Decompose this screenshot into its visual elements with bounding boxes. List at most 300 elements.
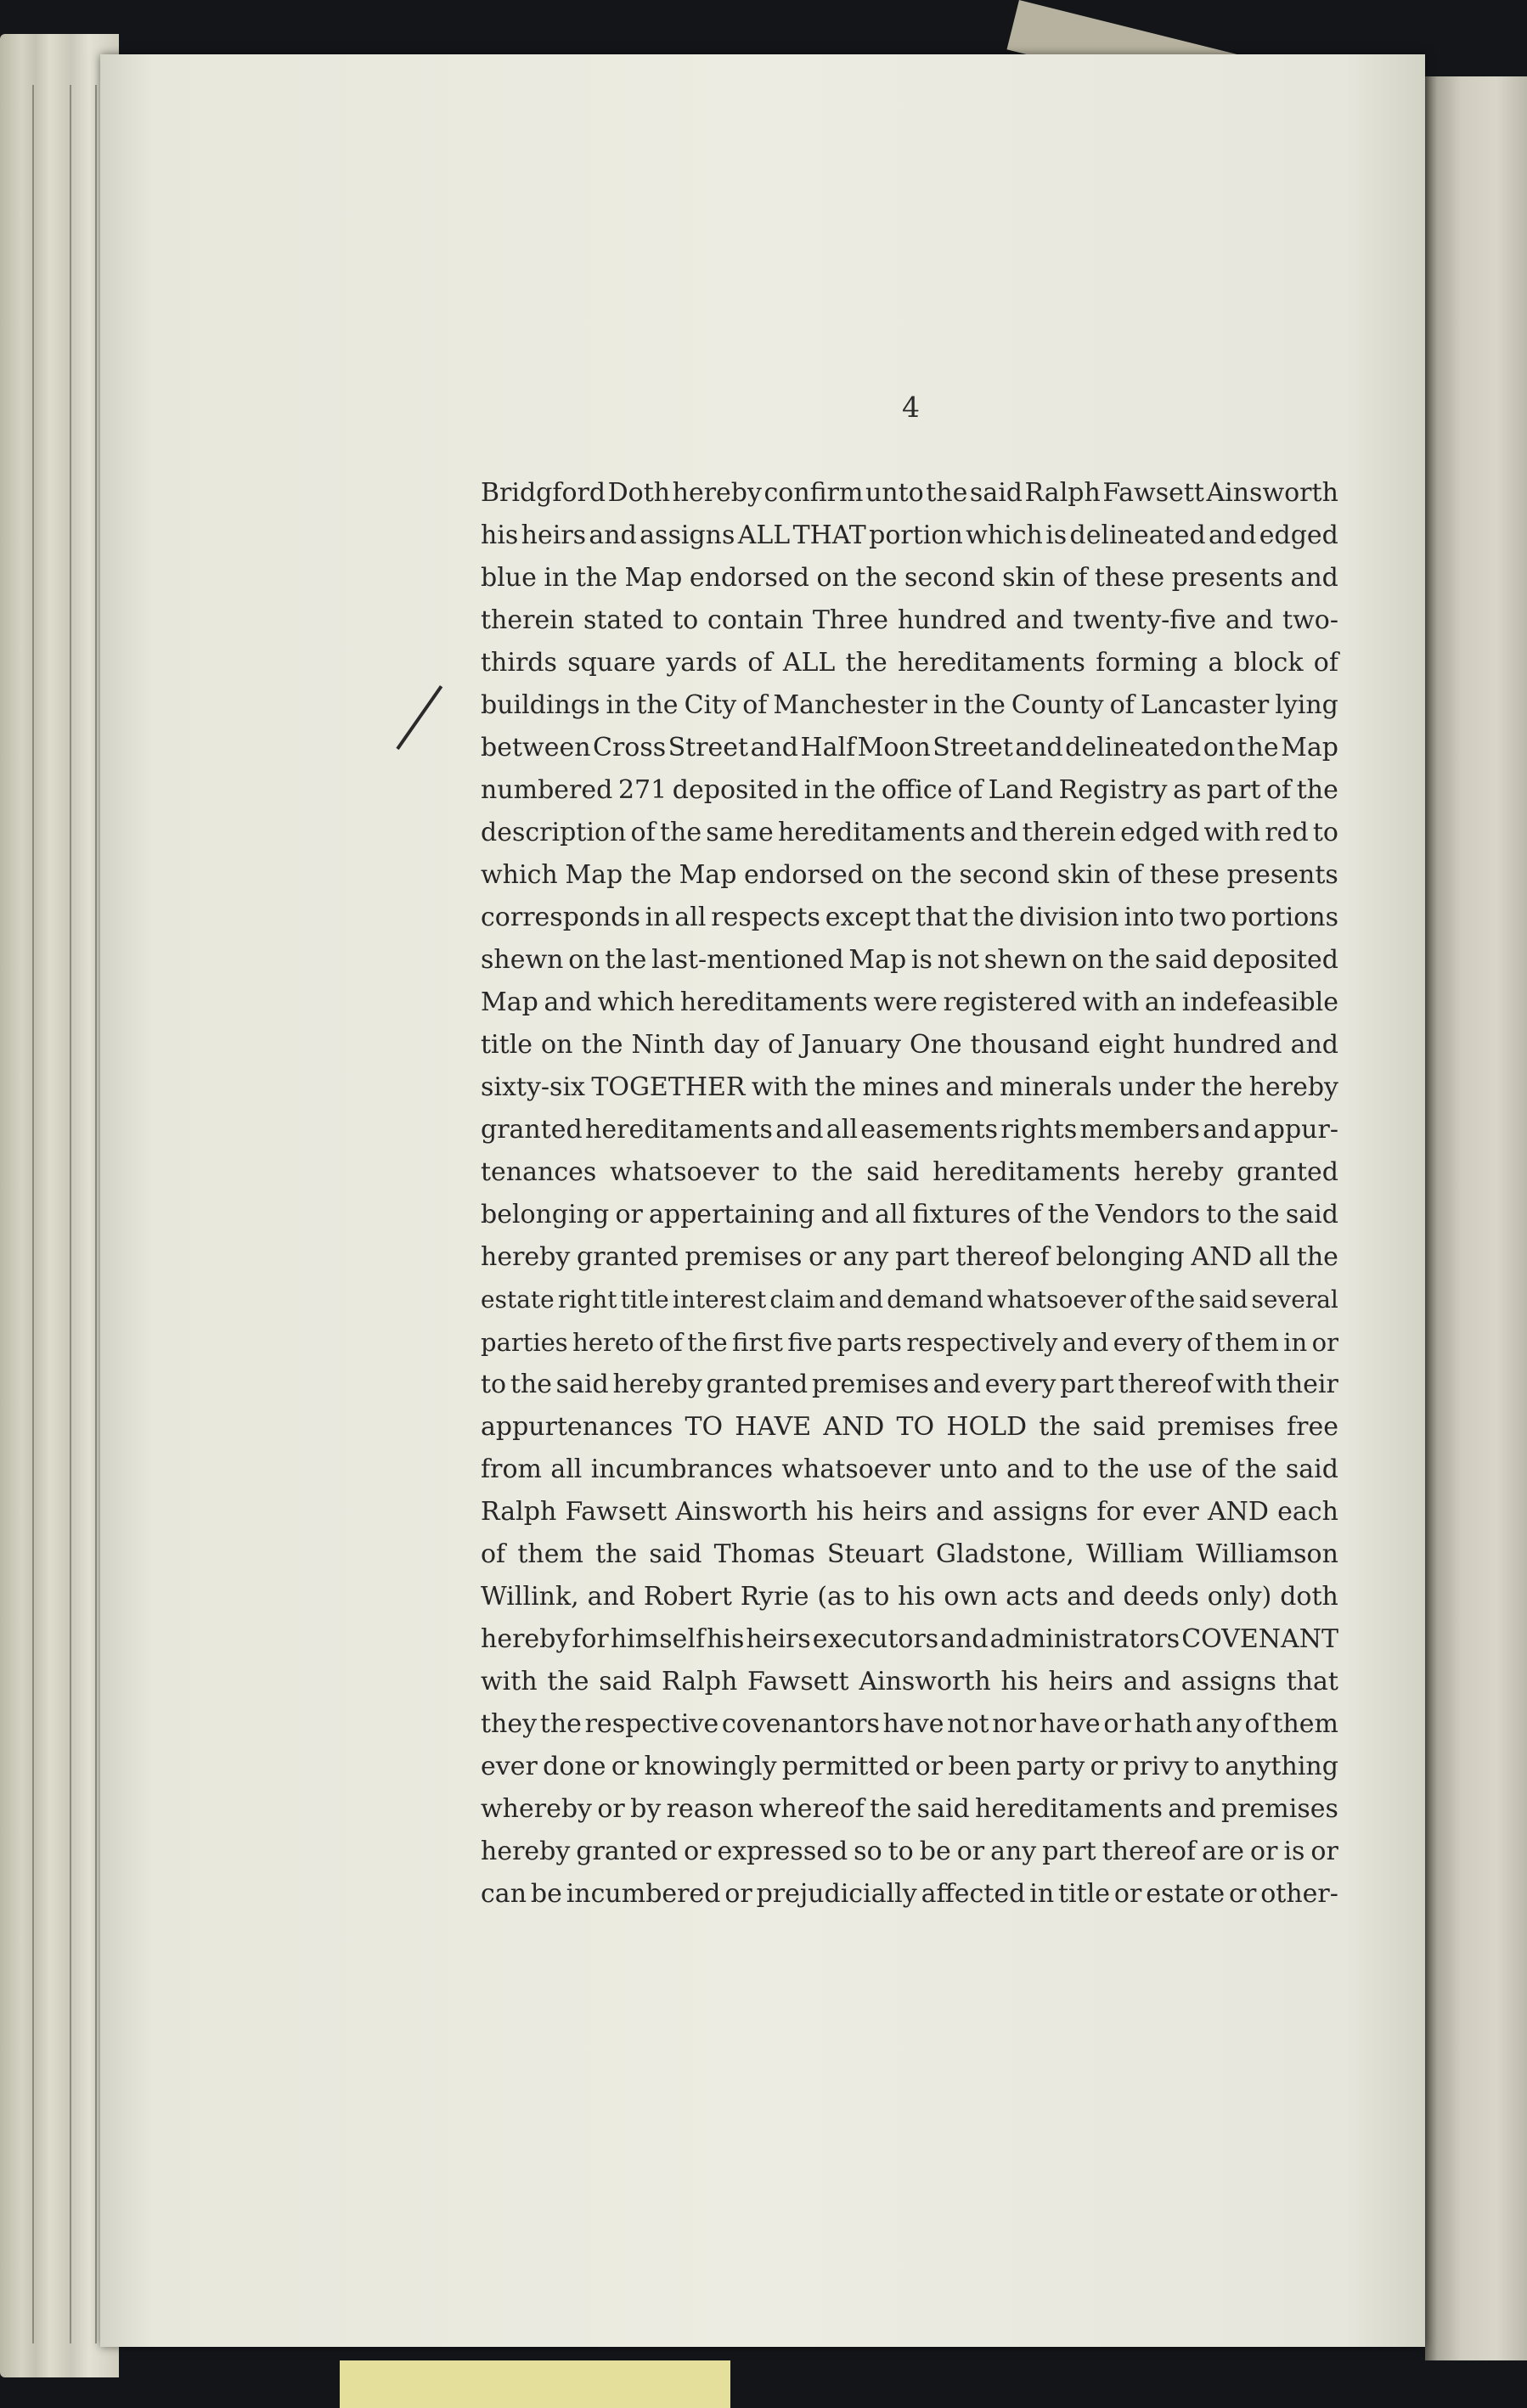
word: Registry	[1058, 775, 1168, 805]
word: Doth	[607, 478, 671, 508]
word: the	[834, 775, 876, 805]
bottom-paper-strip	[340, 2360, 730, 2408]
word: the	[581, 1030, 623, 1060]
word: administrators	[989, 1624, 1180, 1654]
word: or	[1310, 1837, 1338, 1866]
text-line	[481, 1321, 1338, 1364]
word: the	[1108, 945, 1151, 975]
text-line	[481, 1576, 1338, 1618]
word: shewn	[983, 945, 1068, 975]
word: they	[481, 1709, 538, 1739]
word: of	[1129, 1286, 1153, 1314]
word: numbered	[481, 775, 613, 805]
word: Ralph	[662, 1667, 738, 1696]
word: his	[898, 1582, 936, 1612]
text-line	[481, 854, 1338, 897]
word: or	[615, 1200, 643, 1229]
word: to	[1312, 818, 1338, 847]
word: thereof	[955, 1242, 1050, 1272]
word: Robert	[643, 1582, 732, 1612]
word: and	[1225, 605, 1274, 635]
word: Half	[800, 733, 856, 762]
word: and	[1015, 733, 1063, 762]
word: said	[969, 478, 1023, 508]
word: second	[959, 860, 1051, 890]
word: the	[1047, 1200, 1090, 1229]
word: five	[787, 1328, 833, 1357]
word: said	[916, 1794, 970, 1824]
word: confirm	[764, 478, 864, 508]
text-line	[481, 769, 1338, 812]
word: is	[1045, 520, 1068, 550]
word: by	[630, 1794, 662, 1824]
text-line	[481, 812, 1338, 854]
word: premises	[685, 1242, 803, 1272]
word: permitted	[781, 1752, 910, 1781]
word: and	[1203, 1115, 1251, 1145]
word: to	[673, 605, 699, 635]
text-line	[481, 599, 1338, 642]
word: eight	[1098, 1030, 1165, 1060]
word: said	[1092, 1412, 1146, 1442]
word: their	[1276, 1370, 1338, 1399]
word: the	[595, 1539, 638, 1569]
word: the	[636, 690, 679, 720]
word: Map	[624, 563, 683, 593]
word: HAVE	[735, 1412, 812, 1442]
text-line	[481, 897, 1338, 939]
word: hereditaments	[679, 987, 868, 1017]
word: hereby	[481, 1837, 571, 1866]
word: assigns	[1180, 1667, 1276, 1696]
word: to	[1062, 1454, 1089, 1484]
word: members	[1079, 1115, 1200, 1145]
word: use	[1147, 1454, 1193, 1484]
word: Fawsett	[565, 1497, 668, 1527]
word: Map	[481, 987, 538, 1017]
word: the	[870, 1794, 912, 1824]
word: of	[1313, 648, 1338, 678]
word: TOGETHER	[591, 1072, 746, 1102]
word: Ryrie	[740, 1582, 809, 1612]
word: or	[597, 1794, 625, 1824]
word: to	[1206, 1200, 1232, 1229]
word: easements	[860, 1115, 999, 1145]
word: hereby	[481, 1242, 571, 1272]
word: whatsoever	[781, 1454, 931, 1484]
text-line	[481, 1661, 1338, 1703]
word: Willink,	[481, 1582, 579, 1612]
text-line	[481, 1279, 1338, 1321]
word: unto	[865, 478, 924, 508]
word: ever	[481, 1752, 538, 1781]
page-edge-line	[70, 85, 71, 2343]
word: title	[1058, 1879, 1111, 1909]
word: granted	[577, 1242, 679, 1272]
page-edge-line	[32, 85, 34, 2343]
text-line	[481, 939, 1338, 982]
word: and	[1290, 1030, 1338, 1060]
text-line	[481, 684, 1338, 727]
word: the	[629, 860, 672, 890]
word: have	[1039, 1709, 1101, 1739]
word: the	[855, 563, 898, 593]
word: heirs	[862, 1497, 927, 1527]
word: part	[1060, 1370, 1114, 1399]
word: knowingly	[644, 1752, 777, 1781]
word: with	[481, 1667, 538, 1696]
word: and	[750, 733, 798, 762]
word: on	[816, 563, 848, 593]
text-line	[481, 1618, 1338, 1661]
text-line	[481, 1873, 1338, 1916]
text-line	[481, 472, 1338, 515]
word: thousand	[970, 1030, 1090, 1060]
word: or	[1250, 1837, 1278, 1866]
word: expressed	[717, 1837, 848, 1866]
word: twenty-five	[1073, 605, 1217, 635]
word: and	[1290, 563, 1338, 593]
word: of	[1186, 1328, 1211, 1357]
word: buildings	[481, 690, 600, 720]
text-line	[481, 515, 1338, 557]
word: and	[775, 1115, 824, 1145]
word: of	[1266, 775, 1292, 805]
text-line	[481, 1533, 1338, 1576]
word: the	[963, 690, 1006, 720]
word: 271	[617, 775, 668, 805]
text-line	[481, 1788, 1338, 1831]
word: premises	[1157, 1412, 1275, 1442]
word: said	[649, 1539, 702, 1569]
text-line	[481, 1449, 1338, 1491]
word: deposited	[672, 775, 799, 805]
word: the	[1156, 1286, 1196, 1314]
word: every	[984, 1370, 1057, 1399]
page-edge-line	[95, 85, 97, 2343]
word: Street	[668, 733, 749, 762]
word: second	[904, 563, 995, 593]
word: tenances	[481, 1157, 597, 1187]
word: same	[706, 818, 774, 847]
word: and	[945, 1072, 994, 1102]
word: Fawsett	[747, 1667, 849, 1696]
text-line	[481, 557, 1338, 599]
word: to	[772, 1157, 798, 1187]
word: deeds	[1123, 1582, 1199, 1612]
word: One	[909, 1030, 962, 1060]
word: hereby	[1134, 1157, 1224, 1187]
word: hereby	[612, 1370, 702, 1399]
word: not	[947, 1709, 989, 1739]
word: of	[630, 818, 656, 847]
word: said	[866, 1157, 920, 1187]
text-line	[481, 1491, 1338, 1533]
word: the	[1097, 1454, 1140, 1484]
word: THAT	[792, 520, 866, 550]
word: to	[864, 1582, 890, 1612]
text-line	[481, 1194, 1338, 1236]
word: on	[1203, 733, 1236, 762]
word: or	[956, 1837, 985, 1866]
word: Map	[848, 945, 907, 975]
word: COVENANT	[1181, 1624, 1338, 1654]
word: hereditaments	[933, 1157, 1121, 1187]
word: deposited	[1212, 945, 1338, 975]
word: or	[724, 1879, 752, 1909]
word: of	[1244, 1709, 1270, 1739]
word: the	[1237, 1200, 1280, 1229]
word: them	[517, 1539, 583, 1569]
word: the	[811, 1157, 854, 1187]
word: said	[1285, 1454, 1338, 1484]
word: the	[1235, 1454, 1277, 1484]
word: granted	[706, 1370, 809, 1399]
word: are	[1202, 1837, 1245, 1866]
text-line	[481, 1406, 1338, 1449]
word: said	[1285, 1200, 1338, 1229]
word: (as	[817, 1582, 856, 1612]
text-line	[481, 1066, 1338, 1109]
word: skin	[1057, 860, 1111, 890]
word: or	[1228, 1879, 1257, 1909]
word: to	[887, 1837, 914, 1866]
word: Vendors	[1096, 1200, 1201, 1229]
word: Land	[988, 775, 1054, 805]
word: thirds	[481, 648, 557, 678]
word: AND	[823, 1412, 885, 1442]
word: all	[875, 1200, 907, 1229]
word: acts	[1006, 1582, 1059, 1612]
word: premises	[811, 1370, 929, 1399]
word: rights	[1000, 1115, 1078, 1145]
word: whereby	[481, 1794, 593, 1824]
word: be	[530, 1879, 562, 1909]
word: portion	[869, 520, 963, 550]
word: registered	[943, 987, 1077, 1017]
word: Manchester	[773, 690, 927, 720]
word: himself	[610, 1624, 706, 1654]
word: appurtenances	[481, 1412, 673, 1442]
word: of	[1117, 860, 1143, 890]
word: which	[481, 860, 558, 890]
word: hereditaments	[898, 648, 1085, 678]
word: on	[1071, 945, 1104, 975]
word: corresponds	[481, 903, 640, 932]
word: can	[481, 1879, 527, 1909]
word: edged	[1120, 818, 1200, 847]
word: any	[990, 1837, 1037, 1866]
word: day	[713, 1030, 760, 1060]
word: whatsoever	[610, 1157, 759, 1187]
word: them	[1272, 1709, 1338, 1739]
word: the	[1296, 1242, 1338, 1272]
word: the	[687, 1328, 728, 1357]
word: description	[481, 818, 627, 847]
word: assigns	[640, 520, 735, 550]
word: the	[1201, 1072, 1243, 1102]
word: own	[944, 1582, 998, 1612]
word: interest	[672, 1286, 767, 1314]
word: hereto	[572, 1328, 655, 1357]
word: other-	[1260, 1879, 1338, 1909]
word: the	[1237, 733, 1279, 762]
word: or	[809, 1242, 837, 1272]
word: or	[915, 1752, 944, 1781]
word: of	[768, 1030, 793, 1060]
word: hereby	[672, 478, 762, 508]
word: in	[1283, 1328, 1308, 1357]
word: and	[1168, 1794, 1216, 1824]
word: TO	[685, 1412, 724, 1442]
word: therein	[1022, 818, 1116, 847]
word: with	[751, 1072, 809, 1102]
word: or	[684, 1837, 712, 1866]
word: his	[707, 1624, 745, 1654]
word: so	[854, 1837, 882, 1866]
word: heirs	[1048, 1667, 1113, 1696]
word: not	[937, 945, 980, 975]
word: with	[1203, 818, 1261, 847]
word: his	[816, 1497, 854, 1527]
word: done	[543, 1752, 606, 1781]
word: Three	[812, 605, 889, 635]
word: Street	[933, 733, 1013, 762]
word: on	[541, 1030, 573, 1060]
word: delineated	[1069, 520, 1206, 550]
word: part	[1206, 775, 1261, 805]
text-line	[481, 1024, 1338, 1066]
word: mines	[862, 1072, 939, 1102]
word: with	[1215, 1370, 1273, 1399]
word: Ainsworth	[859, 1667, 991, 1696]
word: and	[1123, 1667, 1171, 1696]
word: of	[742, 690, 768, 720]
word: each	[1277, 1497, 1338, 1527]
word: thereof	[1118, 1370, 1212, 1399]
word: and	[940, 1624, 989, 1654]
word: nor	[992, 1709, 1037, 1739]
word: part	[1042, 1837, 1096, 1866]
word: part	[895, 1242, 949, 1272]
word: said	[599, 1667, 652, 1696]
word: and	[587, 1582, 636, 1612]
word: to	[1193, 1752, 1220, 1781]
word: right	[557, 1286, 617, 1314]
word: Ralph	[481, 1497, 557, 1527]
word: all	[674, 903, 707, 932]
word: of	[481, 1539, 506, 1569]
word: hereby	[481, 1624, 571, 1654]
word: office	[881, 775, 953, 805]
word: stated	[583, 605, 664, 635]
word: of	[1017, 1200, 1042, 1229]
word: reason	[666, 1794, 754, 1824]
word: for	[572, 1624, 609, 1654]
word: appur-	[1253, 1115, 1338, 1145]
word: of	[1201, 1454, 1226, 1484]
word: belonging	[1056, 1242, 1185, 1272]
word: block	[1233, 648, 1304, 678]
word: all	[1259, 1242, 1291, 1272]
word: assigns	[992, 1497, 1088, 1527]
word: with	[1082, 987, 1140, 1017]
word: estate	[1146, 1879, 1226, 1909]
word: endorsed	[744, 860, 865, 890]
word: respects	[711, 903, 820, 932]
word: two	[1179, 903, 1227, 932]
word: blue	[481, 563, 537, 593]
word: been	[948, 1752, 1011, 1781]
word: of	[1062, 563, 1088, 593]
word: Map	[565, 860, 623, 890]
word: presents	[1171, 563, 1283, 593]
word: except	[825, 903, 911, 932]
word: covenantors	[721, 1709, 880, 1739]
word: these	[1149, 860, 1220, 890]
text-line	[481, 1746, 1338, 1788]
word: free	[1287, 1412, 1338, 1442]
word: in	[645, 903, 670, 932]
word: the	[539, 1709, 582, 1739]
word: or	[1103, 1709, 1131, 1739]
word: in	[803, 775, 829, 805]
word: said	[555, 1370, 609, 1399]
word: on	[568, 945, 600, 975]
word: shewn	[481, 945, 564, 975]
word: and	[544, 987, 592, 1017]
word: unto	[938, 1454, 998, 1484]
word: under	[1118, 1072, 1195, 1102]
word: only)	[1207, 1582, 1272, 1612]
word: and	[838, 1286, 884, 1314]
word: yards	[666, 648, 738, 678]
word: privy	[1123, 1752, 1189, 1781]
word: into	[1124, 903, 1175, 932]
word: and	[1209, 520, 1257, 550]
word: or	[611, 1752, 640, 1781]
word: the	[845, 648, 887, 678]
word: Ainsworth	[675, 1497, 808, 1527]
word: premises	[1221, 1794, 1338, 1824]
word: on	[871, 860, 904, 890]
word: in	[1029, 1879, 1055, 1909]
word: TO	[896, 1412, 935, 1442]
word: division	[1019, 903, 1119, 932]
body-text	[481, 472, 1338, 1916]
word: Fawsett	[1102, 478, 1204, 508]
word: which	[597, 987, 675, 1017]
word: City	[684, 690, 737, 720]
word: whatsoever	[987, 1286, 1126, 1314]
adjacent-page-edge	[1425, 76, 1527, 2360]
word: Bridgford	[481, 478, 606, 508]
word: belonging	[481, 1200, 610, 1229]
word: executors	[812, 1624, 939, 1654]
word: doth	[1280, 1582, 1338, 1612]
text-line	[481, 727, 1338, 769]
word: the	[605, 945, 647, 975]
word: incumbered	[566, 1879, 721, 1909]
word: HOLD	[946, 1412, 1028, 1442]
word: the	[510, 1370, 552, 1399]
word: square	[567, 648, 656, 678]
word: Ninth	[631, 1030, 706, 1060]
word: forming	[1096, 648, 1198, 678]
word: be	[919, 1837, 951, 1866]
text-line	[481, 1109, 1338, 1151]
word: that	[916, 903, 968, 932]
